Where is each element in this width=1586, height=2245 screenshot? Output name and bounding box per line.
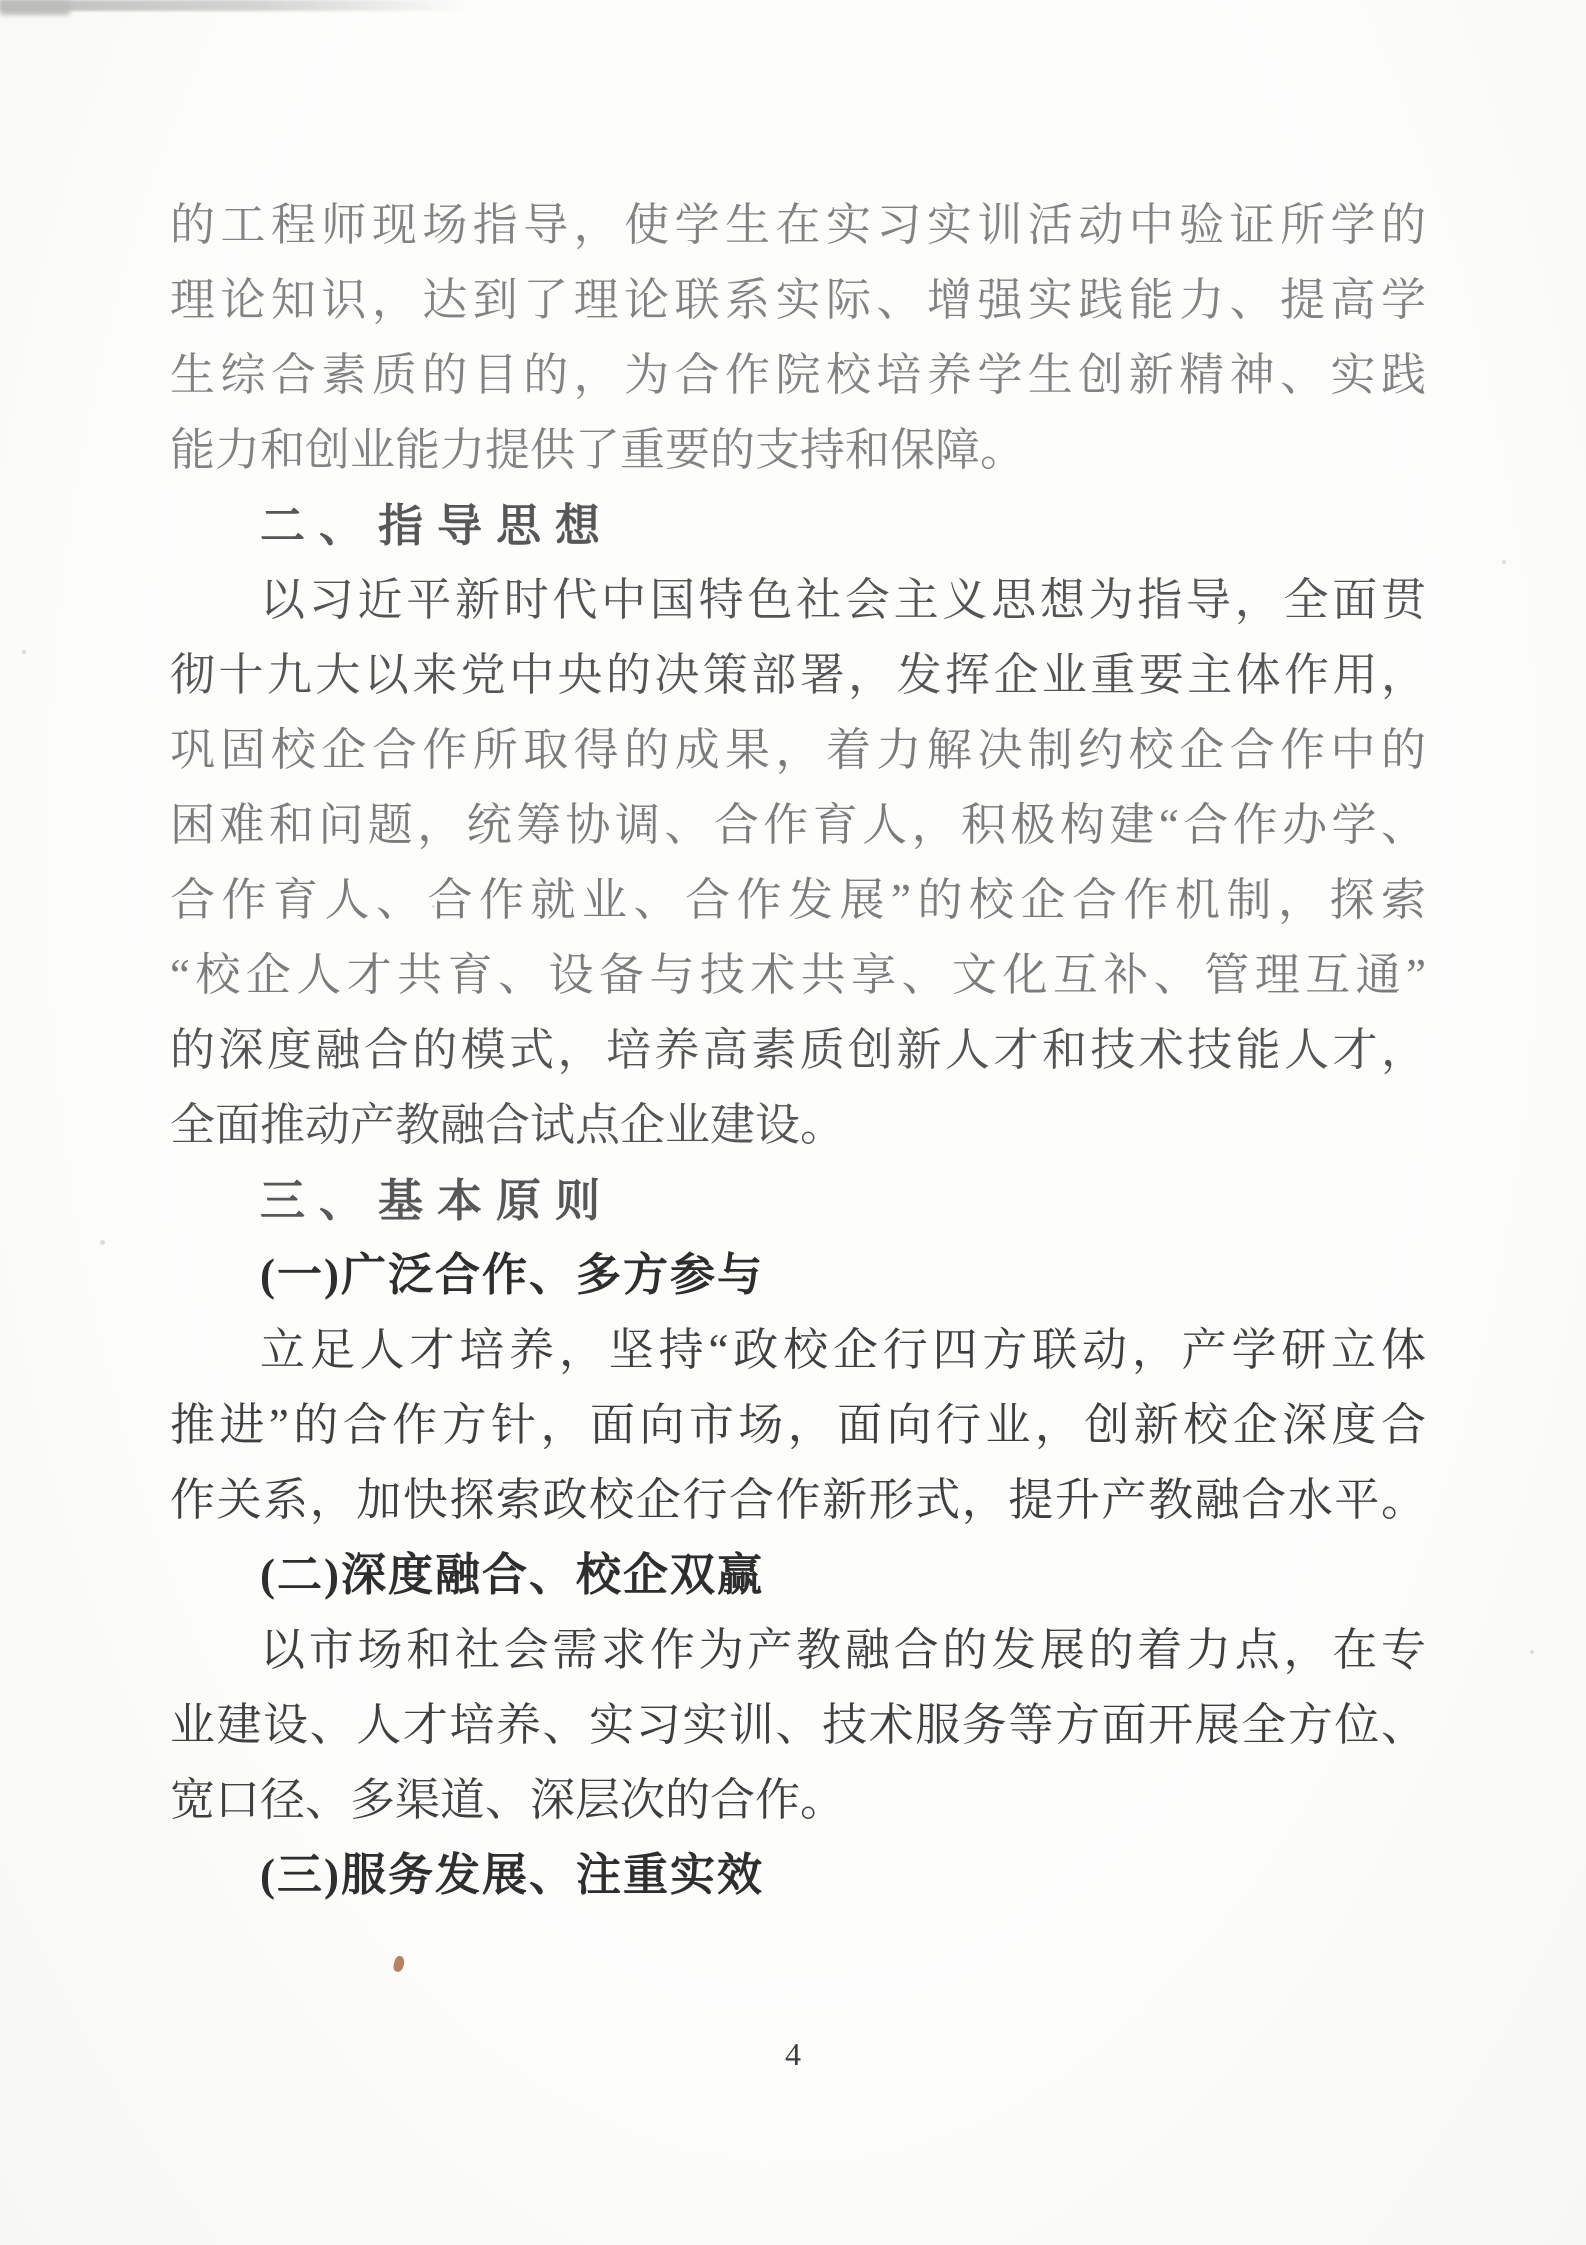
body-line: 巩固校企合作所取得的成果，着力解决制约校企合作中的 xyxy=(170,725,1426,775)
body-line: 以习近平新时代中国特色社会主义思想为指导，全面贯 xyxy=(260,575,1426,625)
section-heading: 二、指导思想 xyxy=(260,500,615,551)
scan-edge-artifact xyxy=(0,0,470,11)
body-line: 彻十九大以来党中央的决策部署，发挥企业重要主体作用， xyxy=(170,650,1426,700)
scan-speck-artifact xyxy=(392,1955,406,1973)
scan-speck xyxy=(100,1240,105,1245)
scan-speck xyxy=(22,650,26,654)
sub-heading: (三)服务发展、注重实效 xyxy=(260,1850,764,1900)
sub-heading: (二)深度融合、校企双赢 xyxy=(260,1550,764,1600)
body-line: 作关系，加快探索政校企行合作新形式，提升产教融合水平。 xyxy=(170,1475,1426,1525)
scan-speck xyxy=(1502,560,1506,564)
body-line: “校企人才共育、设备与技术共享、文化互补、管理互通” xyxy=(170,950,1426,1000)
section-heading: 三、基本原则 xyxy=(260,1175,615,1226)
body-line: 推进”的合作方针，面向市场，面向行业，创新校企深度合 xyxy=(170,1400,1426,1450)
scan-speck xyxy=(1530,1650,1534,1654)
body-line: 全面推动产教融合试点企业建设。 xyxy=(170,1100,846,1150)
body-line: 宽口径、多渠道、深层次的合作。 xyxy=(170,1775,846,1825)
body-line: 的工程师现场指导，使学生在实习实训活动中验证所学的 xyxy=(170,200,1426,250)
body-line: 立足人才培养，坚持“政校企行四方联动，产学研立体 xyxy=(260,1325,1426,1375)
body-line: 理论知识，达到了理论联系实际、增强实践能力、提高学 xyxy=(170,275,1426,325)
body-line: 生综合素质的目的，为合作院校培养学生创新精神、实践 xyxy=(170,350,1426,400)
body-line: 能力和创业能力提供了重要的支持和保障。 xyxy=(170,425,1026,475)
document-body xyxy=(170,188,1426,1913)
body-line: 的深度融合的模式，培养高素质创新人才和技术技能人才， xyxy=(170,1025,1426,1075)
body-line: 业建设、人才培养、实习实训、技术服务等方面开展全方位、 xyxy=(170,1700,1426,1750)
scan-speck xyxy=(432,905,435,908)
sub-heading: (一)广泛合作、多方参与 xyxy=(260,1250,764,1300)
body-line: 合作育人、合作就业、合作发展”的校企合作机制，探索 xyxy=(170,875,1426,925)
body-line: 以市场和社会需求作为产教融合的发展的着力点，在专 xyxy=(260,1625,1426,1675)
body-line: 困难和问题，统筹协调、合作育人，积极构建“合作办学、 xyxy=(170,800,1426,850)
page-number: 4 xyxy=(785,2036,801,2072)
